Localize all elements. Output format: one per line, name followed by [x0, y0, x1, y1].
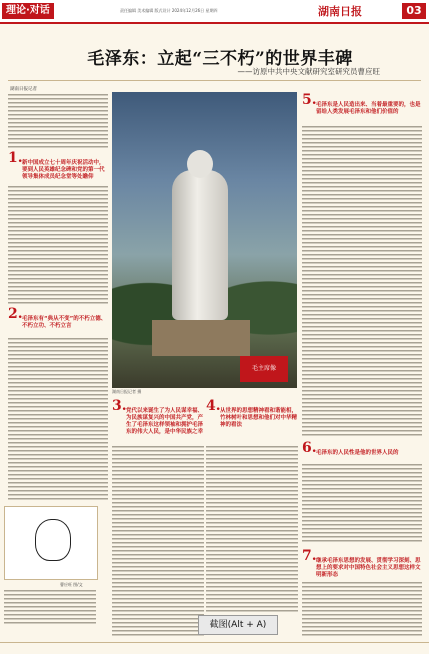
section-5-heading: 毛泽东是人民造出来、当着最重要的，也是留给人类发展毛泽东和他们价值的 — [316, 102, 421, 115]
intro-text — [8, 94, 108, 149]
header-meta: 责任编辑 美术编辑 版式设计 2024年12月26日 星期四 — [120, 8, 218, 13]
section-6-heading: 毛泽东的人民性是他的世界人民的 — [316, 450, 399, 456]
section-2-heading: 毛泽东有“典从不变”的不朽立德、不朽立功、不朽立言 — [22, 316, 107, 329]
section-tag: 理论·对话 — [2, 3, 54, 19]
statue-body — [172, 170, 228, 320]
section-2-text — [8, 338, 108, 502]
paper-name: 湖南日报 — [318, 5, 362, 18]
screenshot-tool-button[interactable]: 截图(Alt + A) — [198, 615, 278, 635]
sketch-caption: 曹应旺 图/文 — [60, 582, 83, 587]
section-7-text — [302, 582, 422, 638]
article-subtitle: ——访原中共中央文献研究室研究员曹应旺 — [237, 67, 380, 76]
section-1-number: 1. — [8, 150, 23, 166]
statue-head — [187, 150, 213, 178]
section-5-text — [302, 126, 422, 436]
section-1-heading: 新中国成立七十周年庆祝活动中，要到人民英雄纪念碑和党的第一代领导集体成员纪念堂等处瞻仰 — [22, 160, 105, 180]
photo-caption: 湖南日报记者 摄 — [112, 389, 142, 394]
statue-pedestal — [152, 320, 250, 356]
section-6-text — [302, 464, 422, 544]
section-7-number: 7. — [302, 548, 317, 564]
section-4-number: 4. — [206, 398, 221, 414]
section-5-number: 5. — [302, 92, 317, 108]
author-sketch — [4, 506, 98, 580]
section-3-text — [112, 446, 204, 636]
section-4-text — [206, 446, 298, 612]
byline: 湖南日报记者 — [10, 87, 37, 92]
bottom-divider — [0, 642, 429, 643]
article-title: 毛泽东：立起“三不朽”的世界丰碑 — [87, 49, 353, 69]
title-divider — [8, 80, 421, 81]
section-3-heading: 党代以来诞生了为人民谋幸福、为民族谋复兴的中国共产党，产生了毛泽东这样领袖和拥护毛泽东的伟大人民，是中华民族之幸 — [126, 408, 204, 435]
section-1-text — [8, 186, 108, 304]
sketch-face — [35, 519, 71, 561]
photo-stamp: 毛主席像 — [240, 356, 288, 382]
section-3-number: 3. — [112, 398, 127, 414]
section-2-number: 2. — [8, 306, 23, 322]
section-4-heading: 从世界的思想精神看和谐能相，竹林树叶和思想和他们对中华精神的看法 — [220, 408, 298, 428]
statue-photo — [112, 92, 297, 388]
author-bio-text — [4, 590, 96, 626]
page-number: 03 — [402, 3, 426, 19]
section-6-number: 6. — [302, 440, 317, 456]
section-7-heading: 继承毛泽东思想的发展、贯彻学习深刻、思想上的要求对中国特色社会主义思想这样文明新形态 — [316, 558, 421, 578]
